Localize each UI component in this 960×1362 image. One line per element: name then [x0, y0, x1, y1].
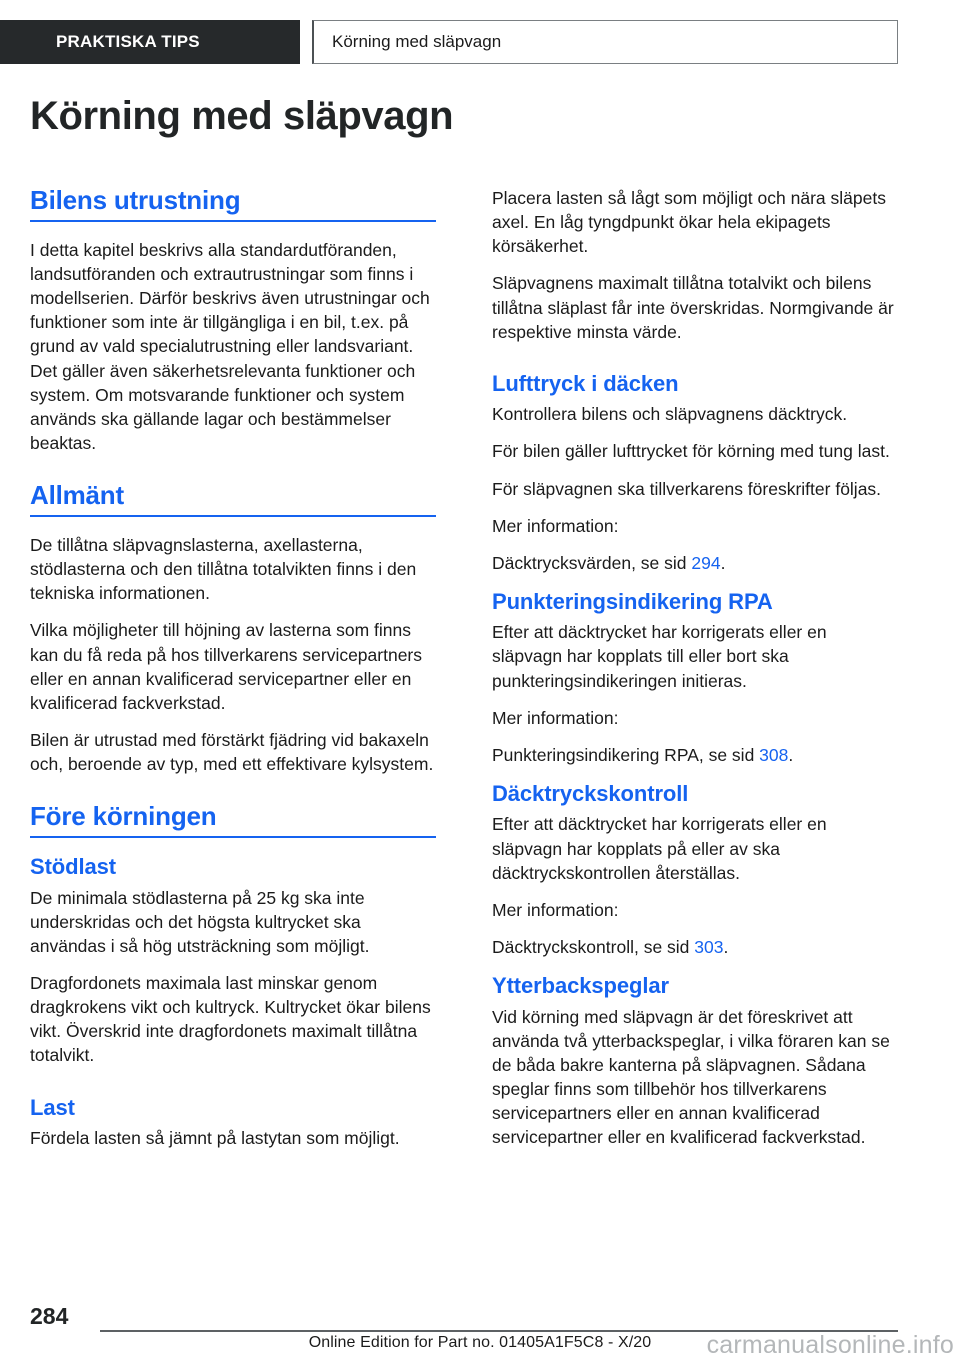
section-heading-punkteringsindikering-rpa: Punkteringsindikering RPA	[492, 588, 773, 614]
paragraph: De minimala stödlasterna på 25 kg ska inte underskridas och det högsta kultrycket ska användas i så hög utsträckning som möjligt.	[30, 887, 370, 956]
section-spacer	[492, 357, 898, 371]
paragraph: Dragfordonets maximala last minskar genom dragkrokens vikt och kultryck. Kultrycket ökar bilens vikt. Överskrid inte dragfordonets maximalt tillåtna totalvikt.	[30, 973, 431, 1066]
paragraph: Mer information:	[492, 707, 619, 728]
footer-edition-notice: Online Edition for Part no. 01405A1F5C8 - X/20	[308, 1334, 652, 1351]
paragraph: För bilen gäller lufttrycket för körning med tung last.	[492, 441, 890, 462]
section-spacer	[30, 776, 436, 802]
section-lufttryck-i-dacken	[492, 371, 898, 575]
heading-rule	[30, 515, 436, 517]
paragraph: Efter att däcktrycket har korrigerats eller en släpvagn har kopplats till eller bort ska punkteringsindikeringen initieras.	[492, 622, 827, 691]
section-heading-dacktryckskontroll: Däcktryckskontroll	[492, 781, 689, 807]
xref-prefix: Däcktrycksvärden, se sid	[492, 552, 692, 573]
paragraph: Bilen är utrustad med förstärkt fjädring vid bakaxeln och, beroende av typ, med ett effektivare kylsystem.	[30, 730, 434, 775]
paragraph: Vid körning med släpvagn är det föreskrivet att använda två ytterbackspeglar, i vilka föraren kan se de båda bakre kanterna på släpvagnen. Sådana speglar finns som tillbehör hos tillverkarens servicepartners eller en annan kvalificerad servicepartner eller en kvalificerad fackverkstad.	[492, 1006, 890, 1148]
section-heading-allmant: Allmänt	[30, 480, 124, 511]
paragraph: Placera lasten så lågt som möjligt och nära släpets axel. En låg tyngdpunkt ökar hela ekipagets körsäkerhet.	[492, 188, 886, 257]
page-number: 284	[30, 1303, 69, 1329]
cross-reference	[492, 743, 898, 767]
subsection-spacer	[30, 1081, 436, 1095]
cross-reference	[492, 935, 898, 959]
xref-page-link[interactable]: 303	[694, 936, 724, 957]
subsection-heading-stodlast: Stödlast	[30, 854, 116, 880]
xref-suffix: .	[788, 744, 794, 765]
paragraph: Släpvagnens maximalt tillåtna totalvikt och bilens tillåtna släplast får inte överskridas. Normgivande är respektive minsta värde.	[492, 273, 894, 342]
paragraph: För släpvagnen ska tillverkarens föreskrifter följas.	[492, 478, 882, 499]
site-watermark: carmanualsonline.info	[706, 1331, 954, 1359]
right-column	[492, 186, 898, 1150]
page-running-header	[0, 20, 898, 64]
section-spacer	[492, 575, 898, 589]
paragraph: Mer information:	[492, 899, 619, 920]
heading-rule	[30, 836, 436, 838]
heading-rule	[30, 220, 436, 222]
section-spacer	[30, 455, 436, 481]
paragraph: De tillåtna släpvagnslasterna, axellasterna, stödlasterna och den tillåtna totalvikten finns i den tekniska informationen.	[30, 535, 417, 604]
subsection-heading-last: Last	[30, 1094, 75, 1120]
paragraph: Kontrollera bilens och släpvagnens däcktryck.	[492, 404, 848, 425]
section-heading-ytterbackspeglar: Ytterbackspeglar	[492, 973, 669, 999]
cross-reference	[492, 551, 898, 575]
xref-prefix: Däcktryckskontroll, se sid	[492, 936, 695, 957]
paragraph: Fördela lasten så jämnt på lastytan som möjligt.	[30, 1127, 400, 1148]
header-chapter-label: PRAKTISKA TIPS	[0, 20, 300, 64]
section-heading-bilens-utrustning: Bilens utrustning	[30, 185, 241, 215]
left-column	[30, 186, 436, 1150]
xref-page-link[interactable]: 294	[691, 552, 721, 573]
section-heading-lufttryck-i-dacken: Lufttryck i däcken	[492, 370, 679, 396]
header-topic-label: Körning med släpvagn	[312, 20, 898, 64]
xref-suffix: .	[723, 936, 729, 957]
xref-suffix: .	[720, 552, 726, 573]
section-fore-korningen	[30, 802, 436, 1150]
page-title: Körning med släpvagn	[30, 94, 454, 138]
paragraph: Mer information:	[492, 515, 619, 536]
paragraph: Efter att däcktrycket har korrigerats eller en släpvagn har kopplats på eller av ska däcktryckskontrollen återställas.	[492, 814, 827, 883]
section-spacer	[492, 959, 898, 973]
section-dacktryckskontroll	[492, 781, 898, 959]
section-spacer	[492, 767, 898, 781]
section-punkteringsindikering-rpa	[492, 589, 898, 767]
paragraph: Vilka möjligheter till höjning av lasterna som finns kan du få reda på hos tillverkarens servicepartners eller en annan kvalificerad servicepartner eller en kvalificerad fackverkstad.	[30, 620, 423, 713]
section-allmant	[30, 481, 436, 776]
xref-page-link[interactable]: 308	[759, 744, 789, 765]
section-heading-fore-korningen: Före körningen	[30, 801, 217, 832]
section-bilens-utrustning	[30, 186, 436, 455]
xref-prefix: Punkteringsindikering RPA, se sid	[492, 744, 760, 765]
page-columns	[30, 186, 898, 1150]
header-divider	[300, 20, 312, 64]
section-ytterbackspeglar	[492, 973, 898, 1149]
paragraph: I detta kapitel beskrivs alla standardutföranden, landsutföranden och extrautrustningar som finns i modellserien. Därför beskrivs även utrustningar och funktioner som inte är tillgängliga i en bil, t.ex. på grund av vald specialutrustning eller landsvariant. Det gäller även säkerhetsrelevanta funktioner och system. Om motsvarande funktioner och system används ska gällande lagar och bestämmelser beaktas.	[30, 239, 430, 454]
